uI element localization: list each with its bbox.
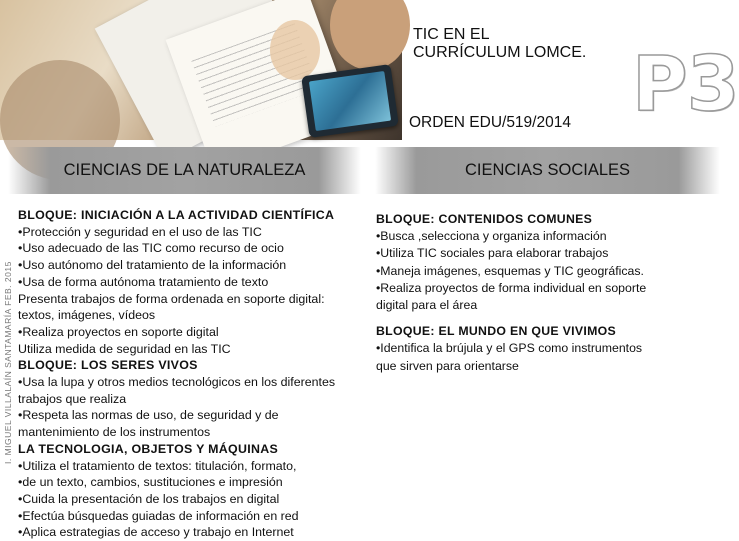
list-item: •Efectúa búsquedas guiadas de información en red <box>18 508 299 523</box>
list-item: Utiliza medida de seguridad en las TIC <box>18 341 231 356</box>
header-photo <box>0 0 402 140</box>
block-title: BLOQUE: EL MUNDO EN QUE VIVIMOS <box>376 324 616 339</box>
title-line-2: CURRÍCULUM LOMCE. <box>413 44 587 61</box>
list-item: •Busca ,selecciona y organiza información <box>376 229 607 244</box>
list-item: que sirven para orientarse <box>376 358 519 373</box>
author-credit: I. MIGUEL VILLALAÍN SANTAMARÍA FEB. 2015 <box>3 261 13 464</box>
sociales-content <box>376 211 716 375</box>
block-title: BLOQUE: CONTENIDOS COMUNES <box>376 212 593 226</box>
list-item: •de un texto, cambios, sustituciones e impresión <box>18 475 283 490</box>
list-item: •Identifica la brújula y el GPS como instrumentos <box>376 341 643 356</box>
orden-label: ORDEN EDU/519/2014 <box>409 114 571 131</box>
block-title: LA TECNOLOGIA, OBJETOS Y MÁQUINAS <box>18 441 279 456</box>
heading-ciencias-naturaleza: CIENCIAS DE LA NATURALEZA <box>8 147 361 194</box>
list-item: digital para el área <box>376 298 478 313</box>
list-item: •Realiza proyectos de forma individual en soporte <box>376 280 647 295</box>
list-item: •Usa la lupa y otros medios tecnológicos en los diferentes <box>18 375 336 390</box>
tablet-image <box>301 64 399 138</box>
block-title: BLOQUE: LOS SERES VIVOS <box>18 358 198 373</box>
list-item: mantenimiento de los instrumentos <box>18 425 211 440</box>
list-item: •Utiliza el tratamiento de textos: titulación, formato, <box>18 458 297 473</box>
list-item: •Cuida la presentación de los trabajos en digital <box>18 491 280 506</box>
heading-ciencias-sociales: CIENCIAS SOCIALES <box>375 147 720 194</box>
title-line-1: TIC EN EL <box>413 26 490 43</box>
list-item: •Realiza proyectos en soporte digital <box>18 324 219 339</box>
block-title: BLOQUE: INICIACIÓN A LA ACTIVIDAD CIENTÍFICA <box>18 208 335 222</box>
list-item: Presenta trabajos de forma ordenada en soporte digital: <box>18 291 325 306</box>
naturaleza-content <box>18 207 368 541</box>
list-item: •Aplica estrategias de acceso y trabajo en Internet <box>18 525 294 540</box>
list-item: •Uso autónomo del tratamiento de la información <box>18 258 287 273</box>
page-title <box>413 26 643 62</box>
list-item: •Utiliza TIC sociales para elaborar trabajos <box>376 246 609 261</box>
list-item: •Protección y seguridad en el uso de las TIC <box>18 224 262 239</box>
list-item: trabajos que realiza <box>18 391 127 406</box>
list-item: •Usa de forma autónoma tratamiento de texto <box>18 274 269 289</box>
list-item: textos, imágenes, vídeos <box>18 308 156 323</box>
list-item: •Respeta las normas de uso, de seguridad y de <box>18 408 279 423</box>
list-item: •Maneja imágenes, esquemas y TIC geográficas. <box>376 263 644 278</box>
p3-badge: P3 <box>632 39 739 128</box>
list-item: •Uso adecuado de las TIC como recurso de ocio <box>18 241 284 256</box>
